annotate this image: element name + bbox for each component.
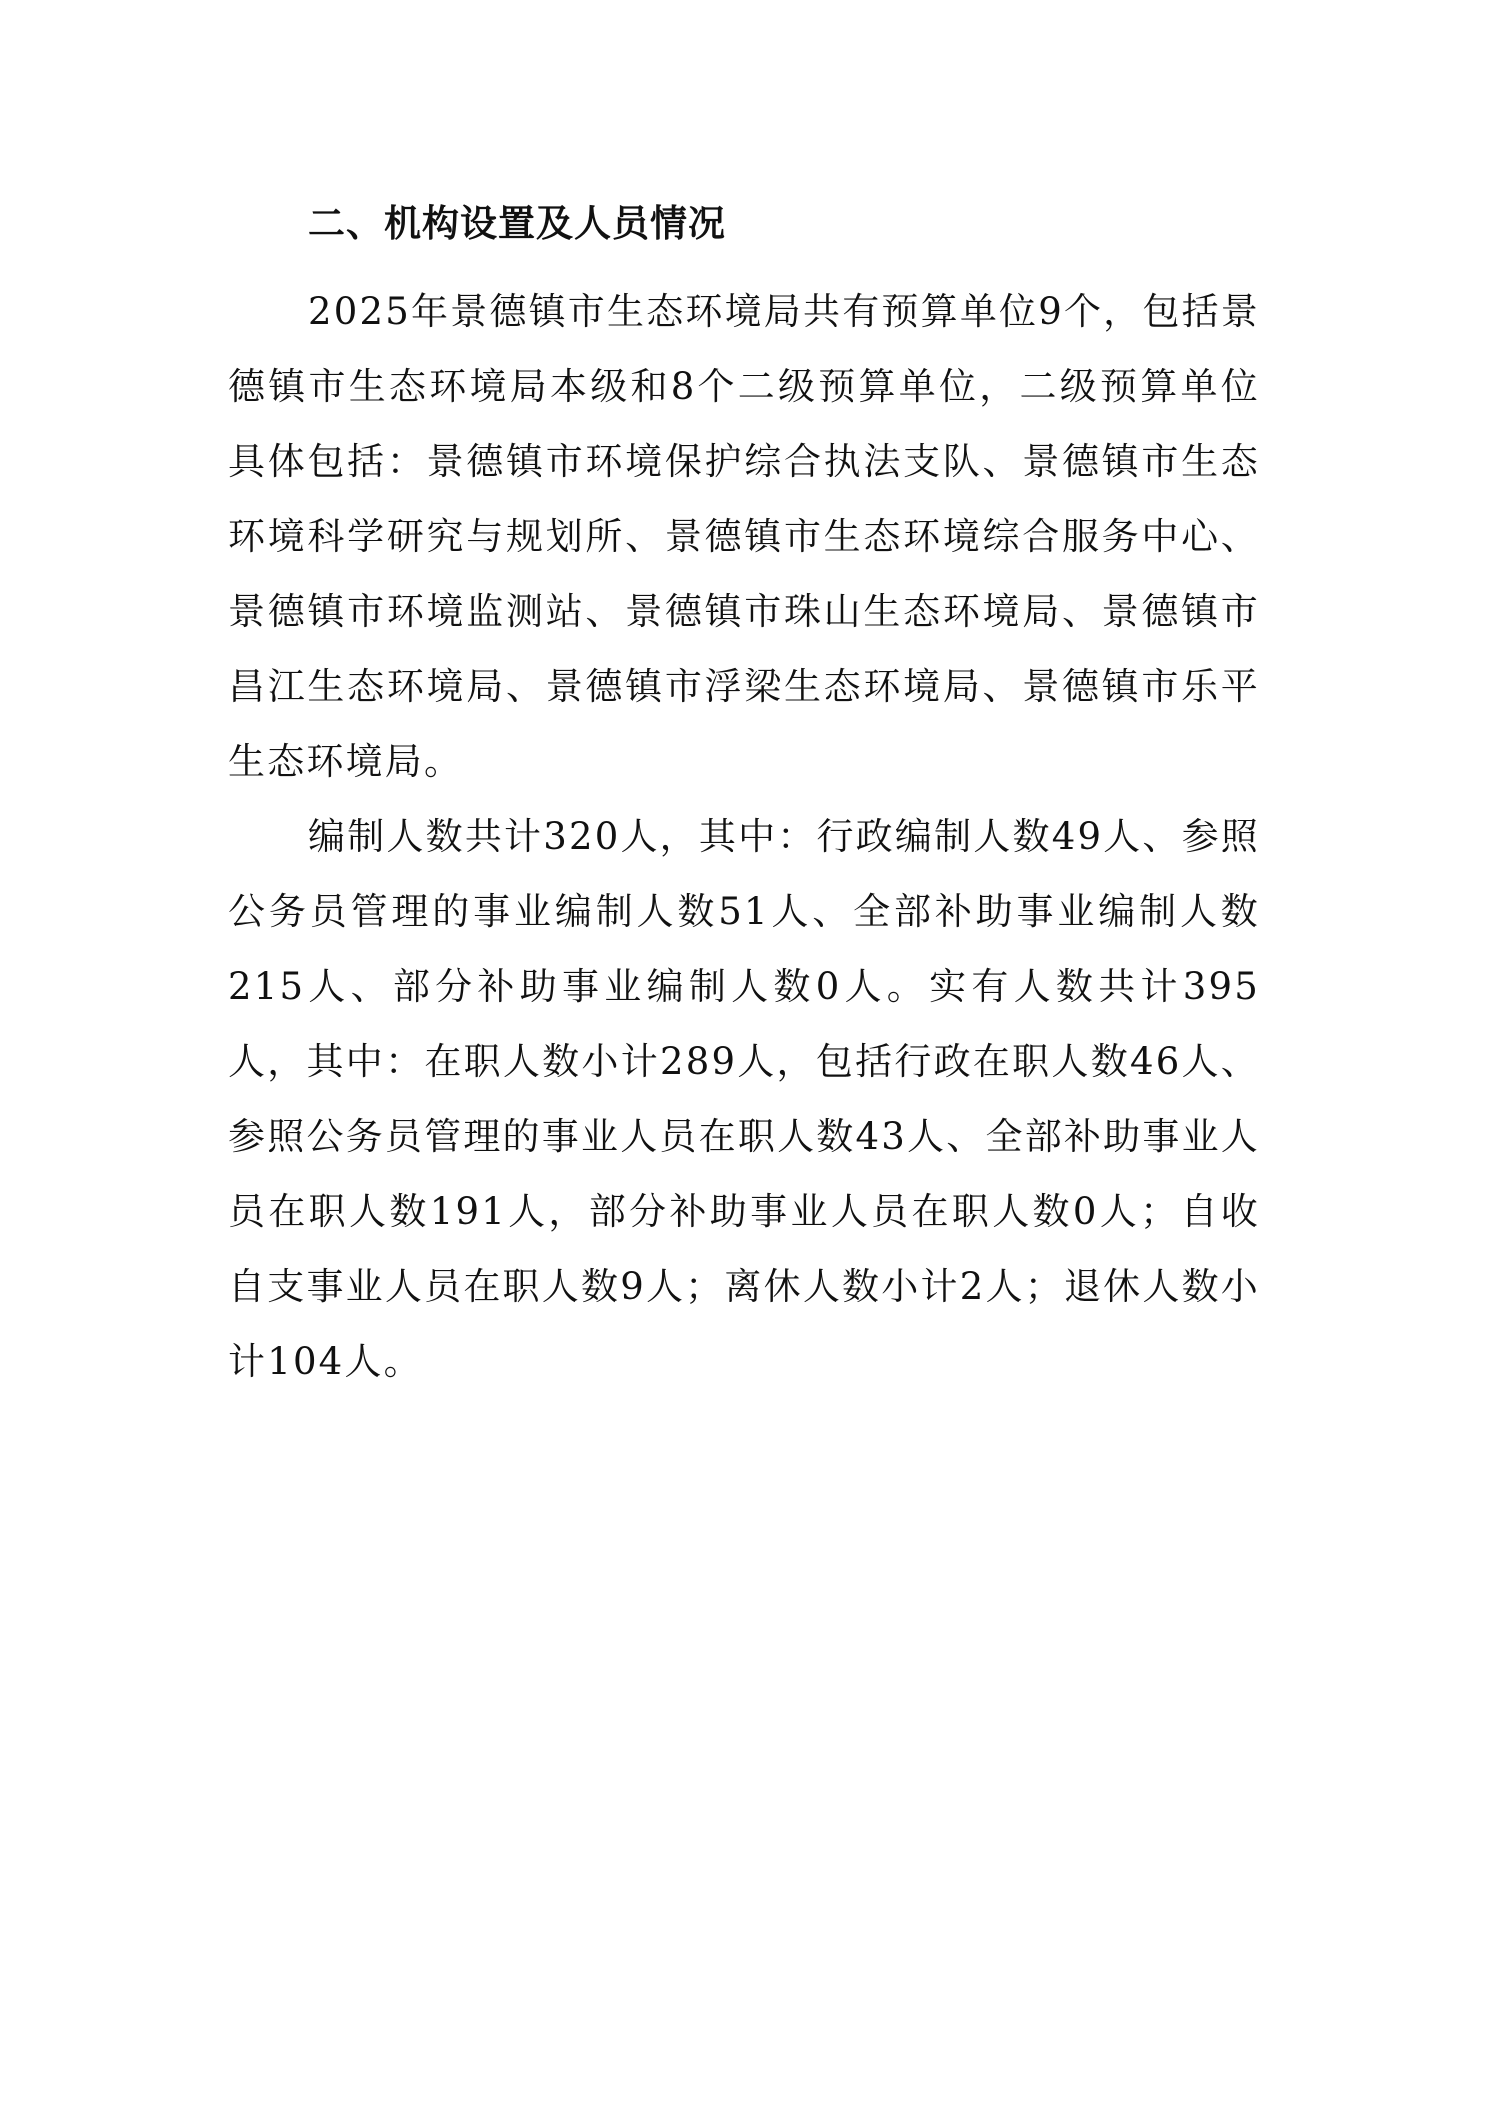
section-heading: 二、机构设置及人员情况 xyxy=(308,202,726,245)
paragraph-budget-units: 2025年景德镇市生态环境局共有预算单位9个，包括景德镇市生态环境局本级和8个二级预算单位，二级预算单位具体包括：景德镇市环境保护综合执法支队、景德镇市生态环境科学研究与规划所、景德镇市生态环境综合服务中心、景德镇市环境监测站、景德镇市珠山生态环境局、景德镇市昌江生态环境局、景德镇市浮梁生态环境局、景德镇市乐平生态环境局。 xyxy=(228,290,1260,783)
paragraph-staffing: 编制人数共计320人，其中：行政编制人数49人、参照公务员管理的事业编制人数51人、全部补助事业编制人数215人、部分补助事业编制人数0人。实有人数共计395人，其中：在职人数小计289人，包括行政在职人数46人、参照公务员管理的事业人员在职人数43人、全部补助事业人员在职人数191人，部分补助事业人员在职人数0人；自收自支事业人员在职人数9人；离休人数小计2人；退休人数小计104人。 xyxy=(228,815,1260,1383)
document-body xyxy=(228,198,1260,1399)
